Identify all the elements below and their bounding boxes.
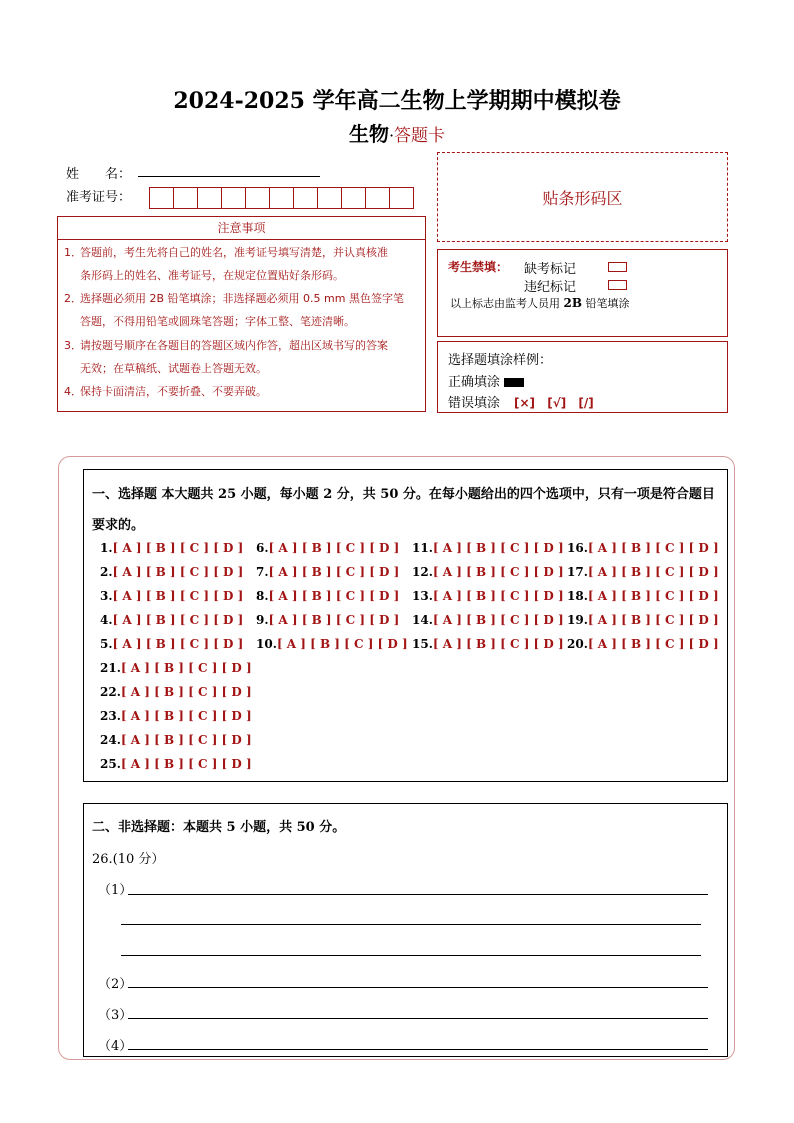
question-number: 14. <box>412 613 433 627</box>
notice-num: 4． <box>64 385 82 398</box>
barcode-area: 贴条形码区 <box>437 152 728 242</box>
choice-options[interactable]: [ A ] [ B ] [ C ] [ D ] <box>120 757 252 771</box>
choice-options[interactable]: [ A ] [ B ] [ C ] [ D ] <box>432 541 564 555</box>
subtitle-separator: · <box>388 126 395 145</box>
question-number: 24. <box>100 733 121 747</box>
choice-options[interactable]: [ A ] [ B ] [ C ] [ D ] <box>112 613 244 627</box>
question-number: 1. <box>100 541 113 555</box>
answer-line[interactable] <box>128 1018 708 1019</box>
choice-question <box>100 589 243 603</box>
wrong-fill-label: 错误填涂 <box>448 396 501 411</box>
wrong-fill-marks: [×] [√] [/] <box>514 396 594 410</box>
choice-question <box>567 541 719 555</box>
answer-card-label: 答题卡 <box>394 126 446 146</box>
question-number: 10. <box>256 637 277 651</box>
question-number: 2. <box>100 565 113 579</box>
free-response-section <box>83 803 728 1057</box>
answer-line[interactable] <box>128 1049 708 1050</box>
section1-heading: 一、选择题 本大题共 25 小题，每小题 2 分，共 50 分。在每小题给出的四个选项中，只有一项是符合题目要求的。 <box>92 487 715 533</box>
exam-id-cell[interactable] <box>269 187 294 209</box>
choice-question <box>567 613 719 627</box>
notice-item-3 <box>64 334 422 380</box>
question-number: 18. <box>567 589 588 603</box>
choice-options[interactable]: [ A ] [ B ] [ C ] [ D ] <box>268 589 400 603</box>
choice-options[interactable]: [ A ] [ B ] [ C ] [ D ] <box>112 565 244 579</box>
notice-line: 条形码上的姓名、准考证号，在规定位置贴好条形码。 <box>80 269 344 282</box>
exam-id-cell[interactable] <box>341 187 366 209</box>
answer-line[interactable] <box>121 924 701 925</box>
part-2-label: （2） <box>98 977 133 992</box>
choice-question <box>100 565 243 579</box>
examiner-note-bold: 2B <box>563 296 582 310</box>
exam-id-cell[interactable] <box>149 187 174 209</box>
question-number: 15. <box>412 637 433 651</box>
choice-options[interactable]: [ A ] [ B ] [ C ] [ D ] <box>432 589 564 603</box>
choice-question <box>100 757 252 771</box>
absent-mark-box[interactable] <box>608 262 627 272</box>
examiner-only-box <box>437 249 728 337</box>
examiner-note-post: 铅笔填涂 <box>585 297 630 310</box>
exam-id-label: 准考证号： <box>66 190 132 205</box>
notice-line: 选择题必须用 2B 铅笔填涂；非选择题必须用 0.5 mm 黑色签字笔 <box>80 292 404 305</box>
exam-id-cell[interactable] <box>389 187 414 209</box>
question-number: 7. <box>256 565 269 579</box>
exam-id-cell[interactable] <box>173 187 198 209</box>
choice-options[interactable]: [ A ] [ B ] [ C ] [ D ] <box>112 637 244 651</box>
notice-line: 答题，不得用铅笔或圆珠笔答题；字体工整、笔迹清晰。 <box>80 315 355 328</box>
choice-options[interactable]: [ A ] [ B ] [ C ] [ D ] <box>587 541 719 555</box>
notice-line: 保持卡面清洁，不要折叠、不要弄破。 <box>80 385 267 398</box>
question-number: 19. <box>567 613 588 627</box>
choice-options[interactable]: [ A ] [ B ] [ C ] [ D ] <box>268 541 400 555</box>
question-number: 21. <box>100 661 121 675</box>
choice-question <box>256 637 408 651</box>
exam-id-cell[interactable] <box>245 187 270 209</box>
part-3-label: （3） <box>98 1008 133 1023</box>
correct-fill-label: 正确填涂 <box>448 375 501 390</box>
choice-options[interactable]: [ A ] [ B ] [ C ] [ D ] <box>120 661 252 675</box>
choice-question <box>100 613 243 627</box>
question-number: 20. <box>567 637 588 651</box>
choice-options[interactable]: [ A ] [ B ] [ C ] [ D ] <box>276 637 408 651</box>
correct-fill-row <box>448 371 524 390</box>
notice-line: 请按题号顺序在各题目的答题区域内作答，超出区域书写的答案 <box>80 339 388 352</box>
wrong-fill-row <box>448 392 594 411</box>
notice-line: 答题前，考生先将自己的姓名，准考证号填写清楚，并认真核准 <box>80 246 388 259</box>
answer-line[interactable] <box>121 955 701 956</box>
choice-question <box>256 541 399 555</box>
question-number: 9. <box>256 613 269 627</box>
violation-mark-box[interactable] <box>608 280 627 290</box>
absent-mark-label: 缺考标记 <box>524 262 577 277</box>
question-number: 6. <box>256 541 269 555</box>
question-number: 11. <box>412 541 433 555</box>
question-number: 13. <box>412 589 433 603</box>
choice-options[interactable]: [ A ] [ B ] [ C ] [ D ] <box>587 565 719 579</box>
choice-question <box>412 565 564 579</box>
notice-num: 3． <box>64 339 82 352</box>
choice-question <box>256 589 399 603</box>
question-number: 22. <box>100 685 121 699</box>
choice-options[interactable]: [ A ] [ B ] [ C ] [ D ] <box>112 589 244 603</box>
notice-line: 无效；在草稿纸、试题卷上答题无效。 <box>80 362 267 375</box>
question-number: 25. <box>100 757 121 771</box>
question-number: 5. <box>100 637 113 651</box>
notice-box <box>57 216 426 412</box>
choice-options[interactable]: [ A ] [ B ] [ C ] [ D ] <box>112 541 244 555</box>
subject-label: 生物 <box>348 122 389 146</box>
question-26-label: 26.(10 分） <box>92 852 165 867</box>
choice-options[interactable]: [ A ] [ B ] [ C ] [ D ] <box>587 637 719 651</box>
card-title: 2024-2025 学年高二生物上学期期中模拟卷 <box>173 88 621 114</box>
answer-line[interactable] <box>128 894 708 895</box>
exam-id-cell[interactable] <box>365 187 390 209</box>
choice-options[interactable]: [ A ] [ B ] [ C ] [ D ] <box>120 709 252 723</box>
question-number: 17. <box>567 565 588 579</box>
choice-question <box>256 613 399 627</box>
exam-id-cell[interactable] <box>221 187 246 209</box>
choice-options[interactable]: [ A ] [ B ] [ C ] [ D ] <box>432 565 564 579</box>
notice-item-2 <box>64 287 422 333</box>
choice-question <box>412 541 564 555</box>
answer-line[interactable] <box>128 987 708 988</box>
question-number: 23. <box>100 709 121 723</box>
choice-question <box>100 709 252 723</box>
section2-heading: 二、非选择题：本题共 5 小题，共 50 分。 <box>92 820 346 835</box>
choice-question <box>567 589 719 603</box>
choice-question <box>567 565 719 579</box>
exam-id-cell[interactable] <box>317 187 342 209</box>
question-number: 3. <box>100 589 113 603</box>
choice-question <box>100 637 243 651</box>
name-label: 姓 名： <box>66 167 132 182</box>
choice-question <box>100 661 252 675</box>
choice-question <box>100 685 252 699</box>
exam-id-boxes[interactable] <box>150 187 414 209</box>
choice-options[interactable]: [ A ] [ B ] [ C ] [ D ] <box>587 589 719 603</box>
card-subtitle <box>0 118 794 147</box>
exam-id-cell[interactable] <box>197 187 222 209</box>
choice-question <box>412 589 564 603</box>
choice-options[interactable]: [ A ] [ B ] [ C ] [ D ] <box>587 613 719 627</box>
question-number: 4. <box>100 613 113 627</box>
notice-num: 2． <box>64 292 82 305</box>
choice-question <box>100 733 252 747</box>
choice-question <box>412 613 564 627</box>
choice-question <box>412 637 564 651</box>
notice-item-1 <box>64 241 422 287</box>
question-number: 16. <box>567 541 588 555</box>
notice-item-4 <box>64 380 422 403</box>
part-1-label: （1） <box>98 883 133 898</box>
notice-num: 1． <box>64 246 82 259</box>
notice-heading: 注意事项 <box>58 217 425 240</box>
filled-mark-icon <box>504 378 524 387</box>
choice-options[interactable]: [ A ] [ B ] [ C ] [ D ] <box>432 637 564 651</box>
choice-options[interactable]: [ A ] [ B ] [ C ] [ D ] <box>268 613 400 627</box>
choice-question <box>100 541 243 555</box>
fill-sample-title: 选择题填涂样例： <box>448 353 553 368</box>
part-4-label: （4） <box>98 1039 133 1054</box>
choice-options[interactable]: [ A ] [ B ] [ C ] [ D ] <box>432 613 564 627</box>
choice-options[interactable]: [ A ] [ B ] [ C ] [ D ] <box>120 733 252 747</box>
exam-id-cell[interactable] <box>293 187 318 209</box>
violation-mark-label: 违纪标记 <box>524 280 577 295</box>
multiple-choice-section <box>83 469 728 782</box>
examiner-note <box>450 295 630 311</box>
examiner-only-title: 考生禁填： <box>448 260 509 274</box>
choice-question <box>256 565 399 579</box>
choice-options[interactable]: [ A ] [ B ] [ C ] [ D ] <box>120 685 252 699</box>
question-number: 8. <box>256 589 269 603</box>
name-field[interactable] <box>138 176 320 177</box>
choice-options[interactable]: [ A ] [ B ] [ C ] [ D ] <box>268 565 400 579</box>
choice-question <box>567 637 719 651</box>
question-number: 12. <box>412 565 433 579</box>
fill-sample-box <box>437 341 728 413</box>
examiner-note-pre: 以上标志由监考人员用 <box>450 297 560 310</box>
